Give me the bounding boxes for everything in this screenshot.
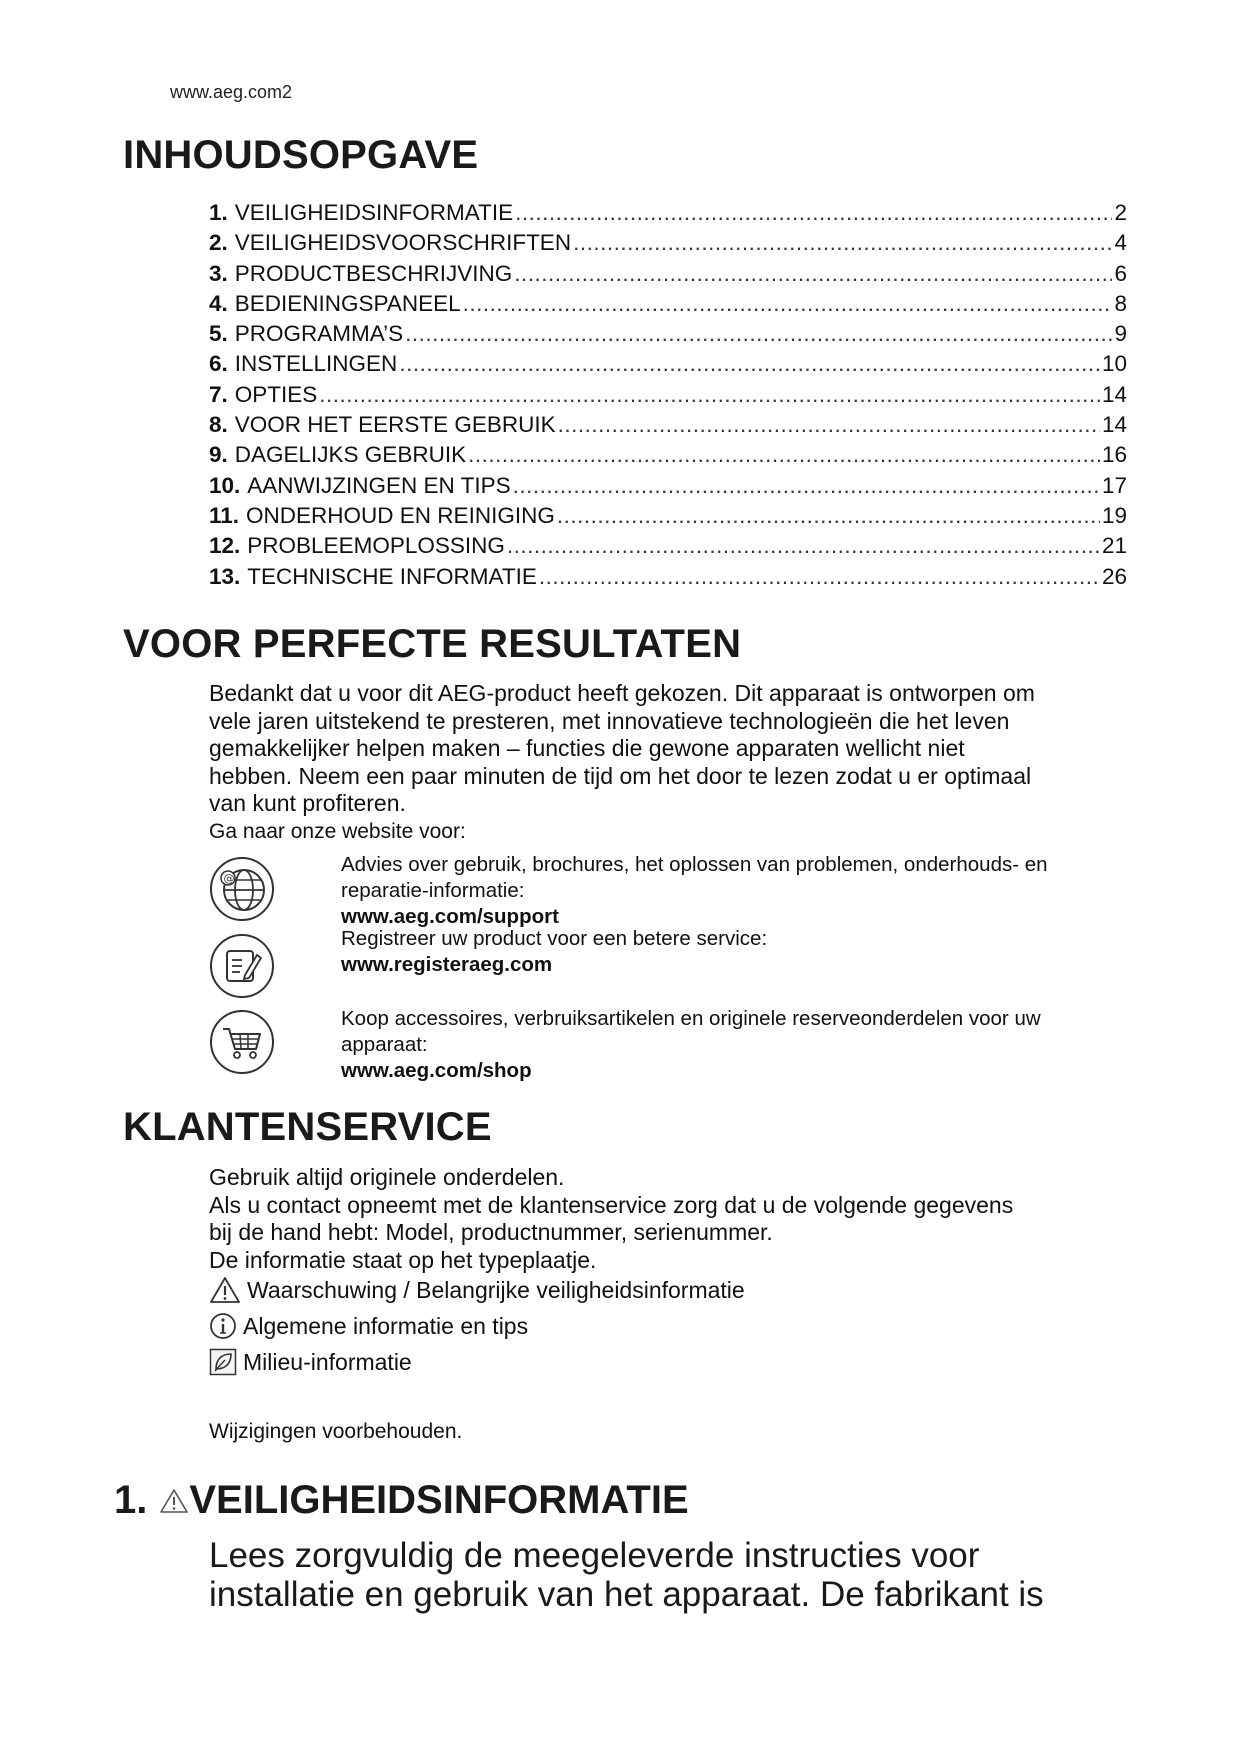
toc-entry[interactable] — [209, 289, 1127, 319]
section-number: 1. — [114, 1478, 148, 1522]
toc-entry[interactable] — [209, 380, 1127, 410]
toc-entry[interactable] — [209, 349, 1127, 379]
service-line: bij de hand hebt: Model, productnummer, serienummer. — [209, 1219, 773, 1245]
shop-link[interactable]: www.aeg.com/shop — [341, 1059, 532, 1082]
toc-leader — [507, 531, 1100, 561]
toc-page: 19 — [1101, 502, 1127, 528]
toc-label: VEILIGHEIDSVOORSCHRIFTEN — [234, 230, 572, 256]
legend-environment — [209, 1348, 412, 1376]
toc-entry[interactable] — [209, 501, 1127, 531]
register-link-block — [341, 926, 1141, 978]
toc-leader — [319, 380, 1100, 410]
intro-line: vele jaren uitstekend te presteren, met innovatieve technologieën die het leven — [209, 707, 1010, 734]
legend-label: Waarschuwing / Belangrijke veiligheidsinformatie — [247, 1276, 745, 1303]
toc-page: 17 — [1101, 472, 1127, 498]
toc-label: INSTELLINGEN — [234, 351, 398, 377]
toc-label: TECHNISCHE INFORMATIE — [247, 563, 537, 589]
service-line: De informatie staat op het typeplaatje. — [209, 1246, 597, 1273]
toc-label: ONDERHOUD EN REINIGING — [246, 502, 555, 528]
toc-page: 16 — [1101, 442, 1127, 468]
link-description: apparaat: — [341, 1033, 428, 1056]
intro-line: van kunt profiteren. — [209, 790, 406, 816]
toc-leader — [515, 198, 1112, 228]
service-line: Als u contact opneemt met de klantenservice zorg dat u de volgende gegevens — [209, 1191, 1014, 1218]
link-description: reparatie-informatie: — [341, 879, 525, 902]
link-description: Registreer uw product voor een betere service: — [341, 927, 768, 950]
toc-leader — [557, 501, 1100, 531]
toc-label: PROGRAMMA’S — [234, 321, 404, 347]
toc-leader — [539, 562, 1100, 592]
section-1-text — [209, 1536, 1139, 1614]
toc-label: AANWIJZINGEN EN TIPS — [247, 472, 511, 498]
section-text-line: Lees zorgvuldig de meegeleverde instructies voor — [209, 1536, 980, 1575]
toc-label: OPTIES — [234, 381, 318, 407]
toc-number: 10. — [209, 472, 241, 498]
toc-number: 3. — [209, 260, 228, 286]
toc-number: 7. — [209, 381, 228, 407]
changes-reserved-text: Wijzigingen voorbehouden. — [209, 1420, 463, 1443]
toc-number: 13. — [209, 563, 241, 589]
toc-page: 10 — [1101, 351, 1127, 377]
toc-page: 14 — [1101, 381, 1127, 407]
toc-label: BEDIENINGSPANEEL — [234, 290, 461, 316]
toc-entry[interactable] — [209, 440, 1127, 470]
toc-label: DAGELIJKS GEBRUIK — [234, 442, 467, 468]
toc-label: PRODUCTBESCHRIJVING — [234, 260, 513, 286]
service-title: KLANTENSERVICE — [123, 1105, 492, 1149]
link-description: Koop accessoires, verbruiksartikelen en originele reserveonderdelen voor uw — [341, 1007, 1041, 1030]
legend-label: Milieu-informatie — [243, 1348, 412, 1375]
toc-number: 4. — [209, 290, 228, 316]
toc-title: INHOUDSOPGAVE — [123, 133, 479, 177]
svg-text:@: @ — [223, 872, 235, 885]
service-line: Gebruik altijd originele onderdelen. — [209, 1164, 565, 1190]
toc-entry[interactable] — [209, 198, 1127, 228]
toc-number: 5. — [209, 321, 228, 347]
toc-number: 12. — [209, 533, 241, 559]
support-link[interactable]: www.aeg.com/support — [341, 905, 559, 928]
toc-entry[interactable] — [209, 531, 1127, 561]
register-link[interactable]: www.registeraeg.com — [341, 953, 553, 976]
visit-website-text: Ga naar onze website voor: — [209, 820, 466, 843]
toc-page: 9 — [1114, 321, 1127, 347]
toc-entry[interactable] — [209, 319, 1127, 349]
warning-icon — [209, 1276, 241, 1304]
header-url: www.aeg.com2 — [170, 82, 293, 102]
globe-icon — [209, 856, 275, 922]
register-icon — [209, 933, 275, 999]
toc-entry[interactable] — [209, 562, 1127, 592]
intro-line: gemakkelijker helpen maken – functies die gewone apparaten wellicht niet — [209, 735, 965, 761]
toc-entry[interactable] — [209, 410, 1127, 440]
toc-page: 8 — [1114, 290, 1127, 316]
section-title: VEILIGHEIDSINFORMATIE — [189, 1478, 689, 1522]
toc-page: 21 — [1101, 533, 1127, 559]
toc-leader — [558, 410, 1100, 440]
service-paragraph — [209, 1164, 1139, 1274]
toc-leader — [514, 259, 1112, 289]
section-1-heading — [114, 1478, 689, 1523]
toc-entry[interactable] — [209, 259, 1127, 289]
toc-leader — [463, 289, 1113, 319]
table-of-contents — [209, 198, 1127, 592]
legend-label: Algemene informatie en tips — [243, 1312, 529, 1339]
toc-leader — [468, 440, 1100, 470]
toc-label: VOOR HET EERSTE GEBRUIK — [234, 412, 556, 438]
toc-page: 14 — [1101, 412, 1127, 438]
toc-number: 11. — [209, 502, 240, 528]
toc-label: VEILIGHEIDSINFORMATIE — [234, 200, 514, 225]
toc-page: 6 — [1114, 260, 1127, 286]
toc-number: 8. — [209, 412, 228, 438]
toc-number: 9. — [209, 442, 228, 468]
section-text-line: installatie en gebruik van het apparaat. De fabrikant is — [209, 1575, 1044, 1614]
warning-icon — [159, 1488, 189, 1514]
legend-warning — [209, 1276, 745, 1304]
toc-leader — [405, 319, 1112, 349]
results-title: VOOR PERFECTE RESULTATEN — [123, 622, 742, 666]
legend-info — [209, 1312, 528, 1340]
toc-label: PROBLEEMOPLOSSING — [247, 533, 505, 559]
toc-leader — [573, 228, 1112, 258]
cart-icon — [209, 1009, 275, 1075]
link-description: Advies over gebruik, brochures, het oplossen van problemen, onderhouds- en — [341, 853, 1048, 876]
shop-link-block — [341, 1006, 1141, 1084]
toc-entry[interactable] — [209, 471, 1127, 501]
intro-line: Bedankt dat u voor dit AEG-product heeft gekozen. Dit apparaat is ontworpen om — [209, 680, 1035, 706]
intro-line: hebben. Neem een paar minuten de tijd om het door te lezen zodat u er optimaal — [209, 762, 1032, 789]
intro-paragraph — [209, 680, 1139, 818]
toc-number: 1. — [209, 200, 228, 225]
toc-number: 6. — [209, 351, 228, 377]
support-link-block — [341, 852, 1141, 930]
info-icon — [209, 1312, 237, 1340]
toc-page: 4 — [1114, 230, 1127, 256]
toc-leader — [513, 471, 1100, 501]
toc-number: 2. — [209, 230, 228, 256]
toc-page: 26 — [1101, 563, 1127, 589]
leaf-icon — [209, 1348, 237, 1376]
toc-leader — [399, 349, 1100, 379]
toc-entry[interactable] — [209, 228, 1127, 258]
toc-page: 2 — [1114, 200, 1127, 225]
